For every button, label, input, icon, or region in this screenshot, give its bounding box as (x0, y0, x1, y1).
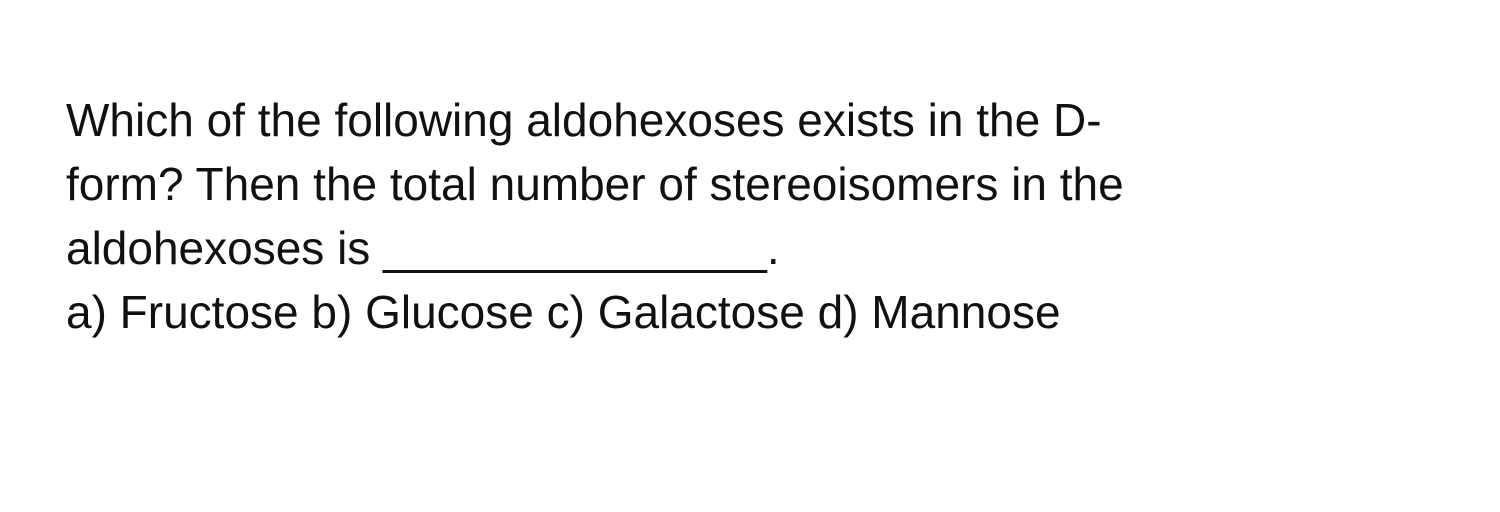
question-line-3: aldohexoses is _______________. (66, 222, 780, 274)
question-block (66, 88, 1466, 344)
question-line-2: form? Then the total number of stereoisomers in the (66, 158, 1124, 210)
answer-options: a) Fructose b) Glucose c) Galactose d) Mannose (66, 286, 1061, 338)
question-line-1: Which of the following aldohexoses exists in the D- (66, 94, 1102, 146)
